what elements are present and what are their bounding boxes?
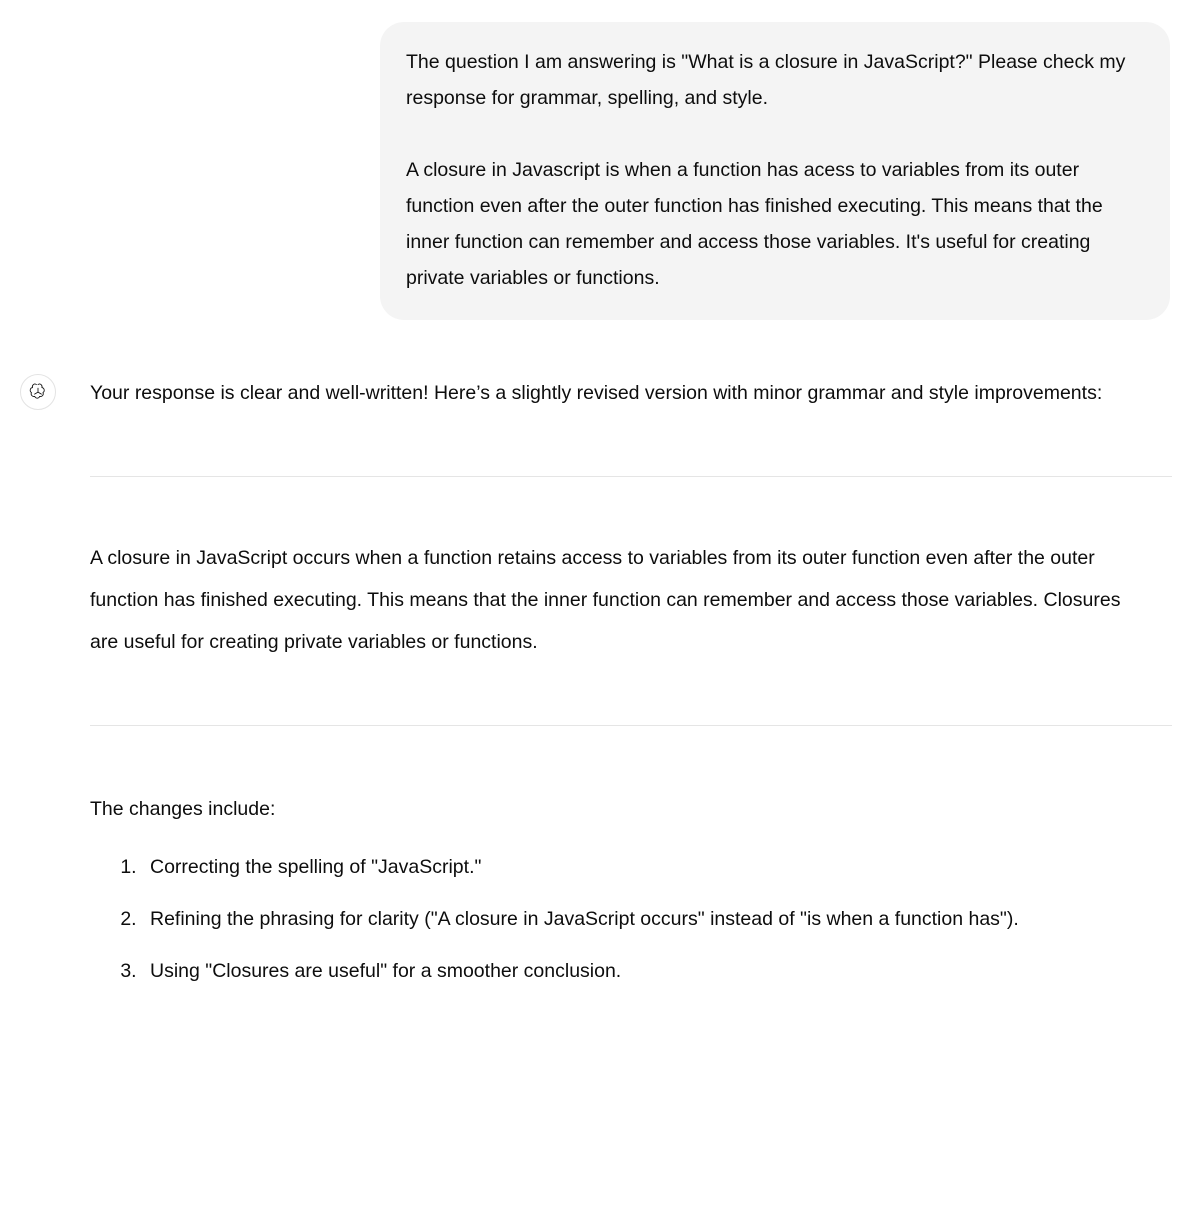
- assistant-turn: [0, 372, 1192, 992]
- openai-logo-icon: [28, 382, 48, 402]
- changes-list-item: 3. Using "Closures are useful" for a smoother conclusion.: [142, 950, 1152, 992]
- changes-list: [90, 846, 1152, 992]
- user-message-paragraph-1: The question I am answering is "What is a closure in JavaScript?" Please check my response for grammar, spelling, and style.: [406, 51, 1126, 109]
- changes-heading: The changes include:: [90, 798, 276, 820]
- user-message-paragraph-2: A closure in Javascript is when a function has acess to variables from its outer function even after the outer function has finished executing. This means that the inner function can remember and access those variables. It's useful for creating private variables or functions.: [406, 159, 1103, 289]
- assistant-revised-text: A closure in JavaScript occurs when a function retains access to variables from its outer function even after the outer function has finished executing. This means that the inner function can remember and access those variables. Closures are useful for creating private variables or functions.: [90, 547, 1121, 653]
- spacer: [90, 414, 1152, 476]
- changes-list-item: 2. Refining the phrasing for clarity ("A closure in JavaScript occurs" instead of "is when a function has").: [142, 898, 1152, 940]
- spacer: [90, 477, 1152, 537]
- assistant-intro-text: Your response is clear and well-written! Here’s a slightly revised version with minor grammar and style improvements:: [90, 382, 1103, 404]
- spacer: [90, 726, 1152, 788]
- spacer: [90, 663, 1152, 725]
- user-message-bubble: [380, 22, 1170, 320]
- assistant-avatar: [20, 374, 56, 410]
- user-turn: [0, 22, 1192, 320]
- changes-list-item: 1. Correcting the spelling of "JavaScript.": [142, 846, 1152, 888]
